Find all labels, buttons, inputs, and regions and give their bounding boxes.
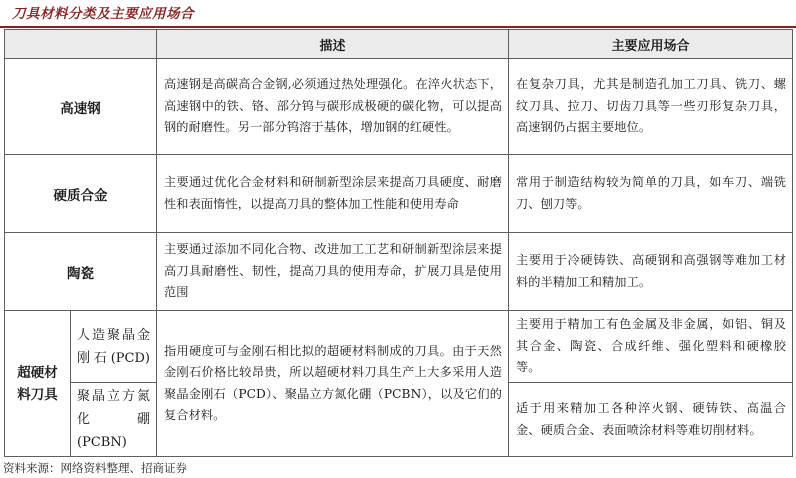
header-cell-application: 主要应用场合 xyxy=(509,30,793,59)
table-row xyxy=(5,311,793,383)
header-row xyxy=(5,30,793,59)
category-cell: 超硬材料刀具 xyxy=(5,311,71,457)
source-note: 资料来源：网络资料整理、招商证券 xyxy=(3,461,187,475)
application-cell: 主要用于精加工有色金属及非金属，如铝、铜及其合金、陶瓷、合成纤维、强化塑料和硬橡胶等。 xyxy=(509,311,793,383)
description-cell: 指用硬度可与金刚石相比拟的超硬材料制成的刀具。由于天然金刚石价格比较昂贵，所以超硬材料刀具生产上大多采用人造聚晶金刚石（PCD）、聚晶立方氮化硼（PCBN），以及它们的复合材料。 xyxy=(157,311,509,457)
category-cell: 硬质合金 xyxy=(5,155,157,233)
category-cell: 高速钢 xyxy=(5,59,157,155)
application-cell: 主要用于冷硬铸铁、高硬钢和高强钢等难加工材料的半精加工和精加工。 xyxy=(509,233,793,311)
header-cell-category xyxy=(5,30,157,59)
table-row xyxy=(5,59,793,155)
application-cell: 适于用来精加工各种淬火钢、硬铸铁、高温合金、硬质合金、表面喷涂材料等难切削材料。 xyxy=(509,383,793,457)
description-cell: 主要通过添加不同化合物、改进加工工艺和研制新型涂层来提高刀具耐磨性、韧性，提高刀具的使用寿命，扩展刀具是使用范围 xyxy=(157,233,509,311)
application-cell: 在复杂刀具，尤其是制造孔加工刀具、铣刀、螺纹刀具、拉刀、切齿刀具等一些刃形复杂刀具，高速钢仍占据主要地位。 xyxy=(509,59,793,155)
description-cell: 主要通过优化合金材料和研制新型涂层来提高刀具硬度、耐磨性和表面惰性，以提高刀具的整体加工性能和使用寿命 xyxy=(157,155,509,233)
subcategory-cell: 人造聚晶金刚石(PCD) xyxy=(71,311,157,383)
table-row xyxy=(5,155,793,233)
subcategory-cell: 聚晶立方氮化硼(PCBN) xyxy=(71,383,157,457)
header-cell-description: 描述 xyxy=(157,30,509,59)
table-row xyxy=(5,233,793,311)
title-bar xyxy=(0,0,796,28)
application-cell: 常用于制造结构较为简单的刀具，如车刀、端铣刀、刨刀等。 xyxy=(509,155,793,233)
materials-table xyxy=(4,29,793,457)
description-cell: 高速钢是高碳高合金钢,必须通过热处理强化。在淬火状态下，高速钢中的铁、铬、部分钨与碳形成极硬的碳化物，可以提高钢的耐磨性。另一部分钨溶于基体，增加钢的红硬性。 xyxy=(157,59,509,155)
page-title: 刀具材料分类及主要应用场合 xyxy=(12,6,194,22)
category-cell: 陶瓷 xyxy=(5,233,157,311)
